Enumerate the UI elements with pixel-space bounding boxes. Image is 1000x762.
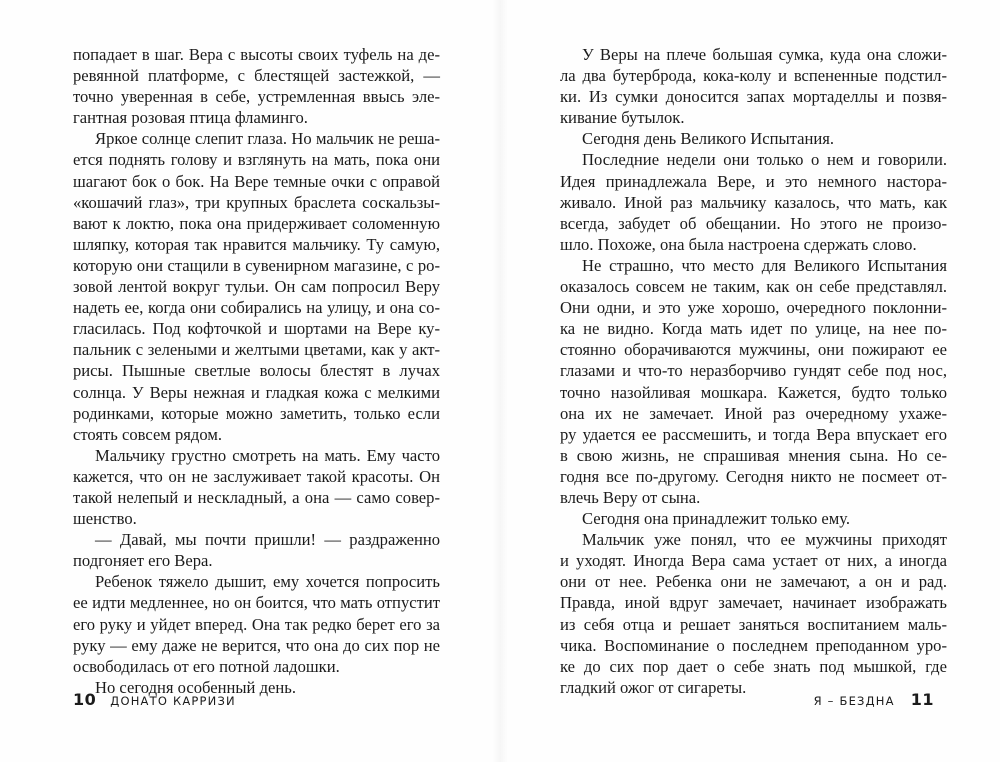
text-line: Не страшно, что место для Великого Испытания [582, 255, 947, 275]
text-line: его руку и уйдет вперед. Она так редко берет его за [73, 614, 440, 634]
text-line: она их не замечает. Иной раз очередному ухаже- [560, 403, 947, 423]
text-line: ется поднять голову и взглянуть на мать, пока они [73, 150, 440, 170]
right-page-body [560, 44, 947, 698]
text-line: шло. Похоже, она была настроена сдержать слово. [560, 234, 917, 254]
text-line: оказалось совсем не таким, как он себе представлял. [560, 277, 947, 297]
text-line: гласилась. Под кофточкой и шортами на Вере ку- [73, 319, 440, 339]
text-line: Идея принадлежала Вере, и это немного настора- [560, 171, 947, 191]
text-line: в свою жизнь, не спрашивая мнения сына. Но се- [560, 445, 947, 465]
text-line: У Веры на плече большая сумка, куда она сложи- [582, 45, 947, 64]
text-line: они от нее. Ребенка они не замечают, а он и рад. [560, 572, 947, 592]
text-line: Яркое солнце слепит глаза. Но мальчик не реша- [95, 129, 440, 149]
text-line: рисы. Пышные светлые волосы блестят в лучах [73, 361, 440, 381]
text-line: ка не видно. Когда мать идет по улице, на нее по- [560, 319, 947, 339]
text-line: из себя отца и решает заняться воспитанием маль- [560, 614, 947, 634]
text-line: гладкий ожог от сигареты. [560, 677, 747, 697]
text-line: живало. Иной раз мальчику казалось, что мать, как [560, 192, 947, 212]
left-page-footer [73, 690, 236, 709]
text-line: чика. Воспоминание о последнем преподанном уро- [560, 635, 947, 655]
text-line: влечь Веру от сына. [560, 487, 701, 507]
text-line: руку — ему даже не верится, что она до сих пор не [73, 635, 440, 655]
text-line: такой нелепый и нескладный, а она — само совер- [73, 487, 440, 507]
text-line: шляпку, которая так нравится мальчику. Ту самую, [73, 234, 440, 254]
text-line: вают к локтю, пока она придерживает соломенную [73, 213, 440, 233]
text-line: стоять совсем рядом. [73, 424, 222, 444]
text-line: Последние недели они только о нем и говорили. [582, 150, 947, 170]
text-line: надеть ее, когда они собирались на улицу, и она со- [73, 298, 440, 318]
right-page [500, 0, 1000, 762]
text-line: и уходят. Иногда Вера сама устает от них, а иногда [560, 551, 947, 571]
text-line: ру удается ее рассмешить, и тогда Вера впускает его [560, 424, 947, 444]
text-line: пальник с зелеными и желтыми цветами, как у акт- [73, 340, 440, 360]
text-line: Ребенок тяжело дышит, ему хочется попросить [95, 572, 440, 592]
running-head-title: Я – БЕЗДНА [813, 694, 895, 708]
text-line: Сегодня она принадлежит только ему. [582, 509, 851, 529]
text-line: ревянной платформе, с блестящей застежкой, — [73, 66, 440, 86]
page-number: 10 [73, 690, 97, 709]
text-line: попадает в шаг. Вера с высоты своих туфель на де- [73, 45, 440, 64]
text-line: Они одни, и это уже хорошо, очередного поклонни- [560, 298, 947, 318]
text-line: кажется, что он не заслуживает такой красоты. Он [73, 466, 440, 486]
running-head-author: ДОНАТО КАРРИЗИ [110, 694, 236, 708]
text-line: освободилась от его потной ладошки. [73, 656, 340, 676]
text-line: ке до сих пор дает о себе знать под мышкой, где [560, 656, 947, 676]
text-line: гантная розовая птица фламинго. [73, 108, 308, 128]
page-number: 11 [910, 690, 934, 709]
text-line: родинками, которые можно заметить, только если [73, 403, 440, 423]
text-line: Правда, иной вдруг замечает, начинает изображать [560, 593, 947, 613]
text-line: ла два бутерброда, кока-колу и вспененные подстил- [560, 66, 947, 86]
text-line: Но сегодня особенный день. [95, 677, 296, 697]
text-line: глазами и что-то неразборчиво гундят себе под нос, [560, 361, 947, 381]
text-line: годня все по-другому. Сегодня никто не посмеет от- [560, 466, 947, 486]
right-page-footer [814, 690, 934, 709]
text-line: подгоняет его Вера. [73, 551, 213, 571]
text-line: ее идти медленнее, но он боится, что мать отпустит [73, 593, 440, 613]
text-line: стоянно оборачиваются мужчины, они пожирают ее [560, 340, 947, 360]
text-line: — Давай, мы почти пришли! — раздраженно [95, 530, 440, 550]
text-line: Сегодня день Великого Испытания. [582, 129, 835, 149]
left-page-body [73, 44, 440, 698]
text-line: всегда, забудет об обещании. Но этого не произо- [560, 213, 947, 233]
text-line: шенство. [73, 509, 137, 529]
text-line: которую они стащили в сувенирном магазине, с ро- [73, 255, 440, 275]
text-line: зовой лентой вокруг тульи. Он сам попросил Веру [73, 277, 440, 297]
text-line: точно назойливая мошкара. Кажется, будто только [560, 382, 947, 402]
text-line: солнца. У Веры нежная и гладкая кожа с мелкими [73, 382, 440, 402]
text-line: шагают бок о бок. На Вере темные очки с оправой [73, 171, 440, 191]
text-line: Мальчику грустно смотреть на мать. Ему часто [95, 445, 440, 465]
text-line: точно уверенная в себе, устремленная ввысь эле- [73, 87, 440, 107]
text-line: кивание бутылок. [560, 108, 685, 128]
text-line: ки. Из сумки доносится запах мортаделлы и позвя- [560, 87, 947, 107]
text-line: «кошачий глаз», три крупных браслета соскальзы- [73, 192, 440, 212]
text-line: Мальчик уже понял, что ее мужчины приходят [582, 530, 947, 550]
